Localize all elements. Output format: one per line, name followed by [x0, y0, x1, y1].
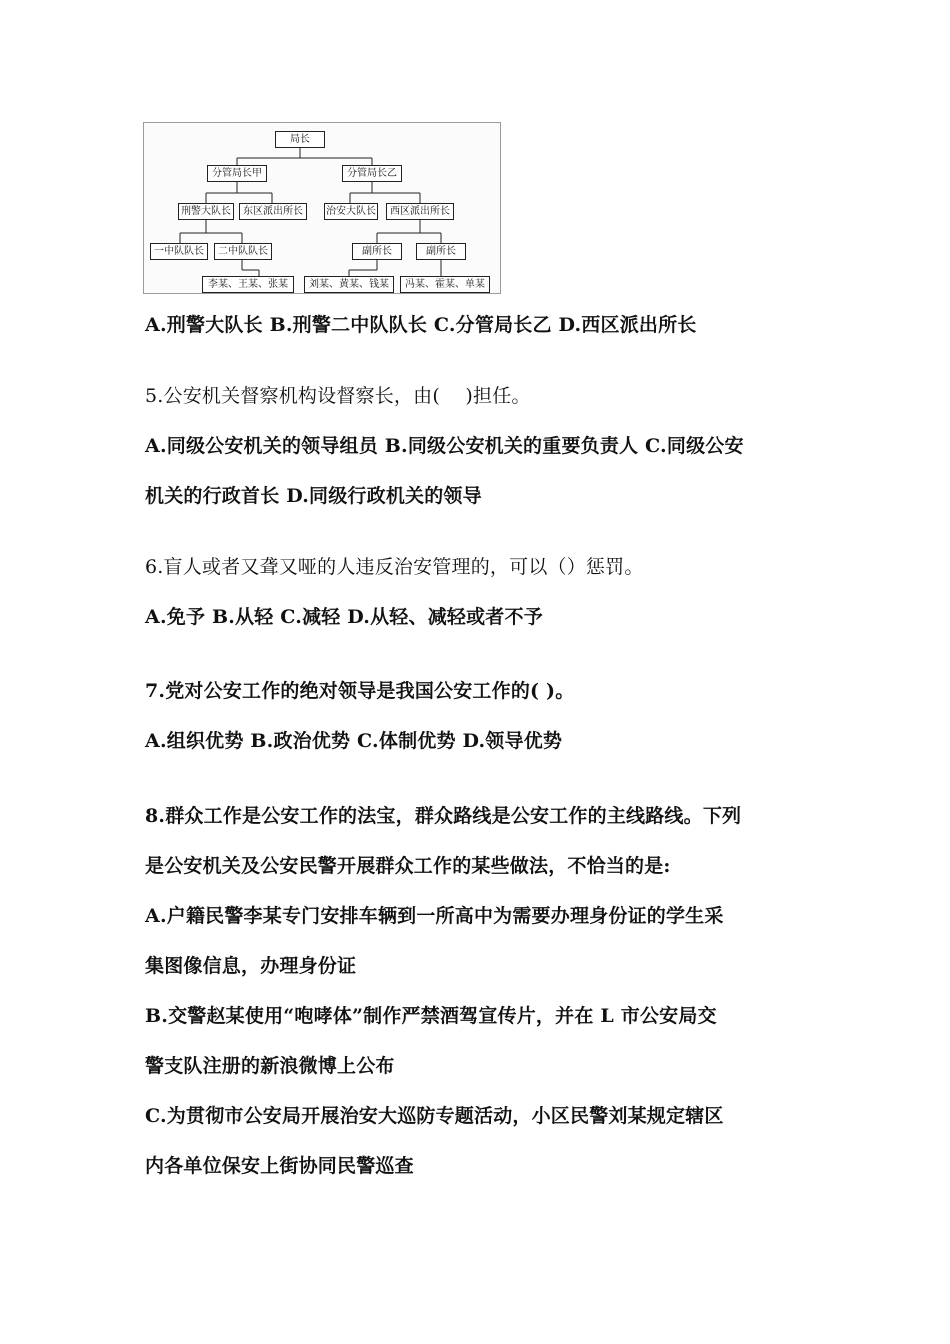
org-node-criminal-brigade: 刑警大队长	[178, 203, 234, 220]
org-chart-figure	[143, 122, 501, 294]
org-node-staff-2: 刘某、黄某、钱某	[304, 276, 394, 293]
org-node-west-station: 西区派出所长	[386, 203, 454, 220]
q8-option-c-line-2: 内各单位保安上街协同民警巡查	[145, 1155, 414, 1177]
org-node-security-brigade: 治安大队长	[324, 203, 378, 220]
q8-stem-line-2: 是公安机关及公安民警开展群众工作的某些做法，不恰当的是:	[145, 855, 671, 877]
org-node-staff-1: 李某、王某、张某	[202, 276, 294, 293]
q5-options-line-1: A.同级公安机关的领导组员 B.同级公安机关的重要负责人 C.同级公安	[145, 435, 744, 457]
q7-options: A.组织优势 B.政治优势 C.体制优势 D.领导优势	[145, 730, 563, 752]
q8-option-b-line-1: B.交警赵某使用“咆哮体”制作严禁酒驾宣传片，并在 L 市公安局交	[145, 1005, 717, 1027]
q8-stem-line-1: 8.群众工作是公安工作的法宝，群众路线是公安工作的主线路线。下列	[145, 805, 742, 827]
q6-options: A.免予 B.从轻 C.减轻 D.从轻、减轻或者不予	[145, 606, 543, 628]
q6-stem: 6.盲人或者又聋又哑的人违反治安管理的，可以（）惩罚。	[145, 556, 644, 578]
org-node-staff-3: 冯某、霍某、单某	[400, 276, 490, 293]
org-node-squad-2: 二中队队长	[214, 243, 272, 260]
q8-option-b-line-2: 警支队注册的新浪微博上公布	[145, 1055, 395, 1077]
q5-options-line-2: 机关的行政首长 D.同级行政机关的领导	[145, 485, 482, 507]
org-node-squad-1: 一中队队长	[150, 243, 208, 260]
q7-stem: 7.党对公安工作的绝对领导是我国公安工作的( )。	[145, 680, 575, 702]
q8-option-c-line-1: C.为贯彻市公安局开展治安大巡防专题活动，小区民警刘某规定辖区	[145, 1105, 724, 1127]
q8-option-a-line-1: A.户籍民警李某专门安排车辆到一所高中为需要办理身份证的学生采	[145, 905, 724, 927]
org-node-deputy-a: 分管局长甲	[207, 165, 267, 182]
org-node-east-station: 东区派出所长	[239, 203, 307, 220]
q8-option-a-line-2: 集图像信息，办理身份证	[145, 955, 357, 977]
q4-options: A.刑警大队长 B.刑警二中队队长 C.分管局长乙 D.西区派出所长	[145, 314, 697, 336]
org-node-vice-chief-2: 副所长	[416, 243, 466, 260]
org-node-director: 局长	[275, 131, 325, 148]
org-node-vice-chief-1: 副所长	[352, 243, 402, 260]
org-node-deputy-b: 分管局长乙	[342, 165, 402, 182]
q5-stem: 5.公安机关督察机构设督察长，由( )担任。	[145, 385, 531, 407]
